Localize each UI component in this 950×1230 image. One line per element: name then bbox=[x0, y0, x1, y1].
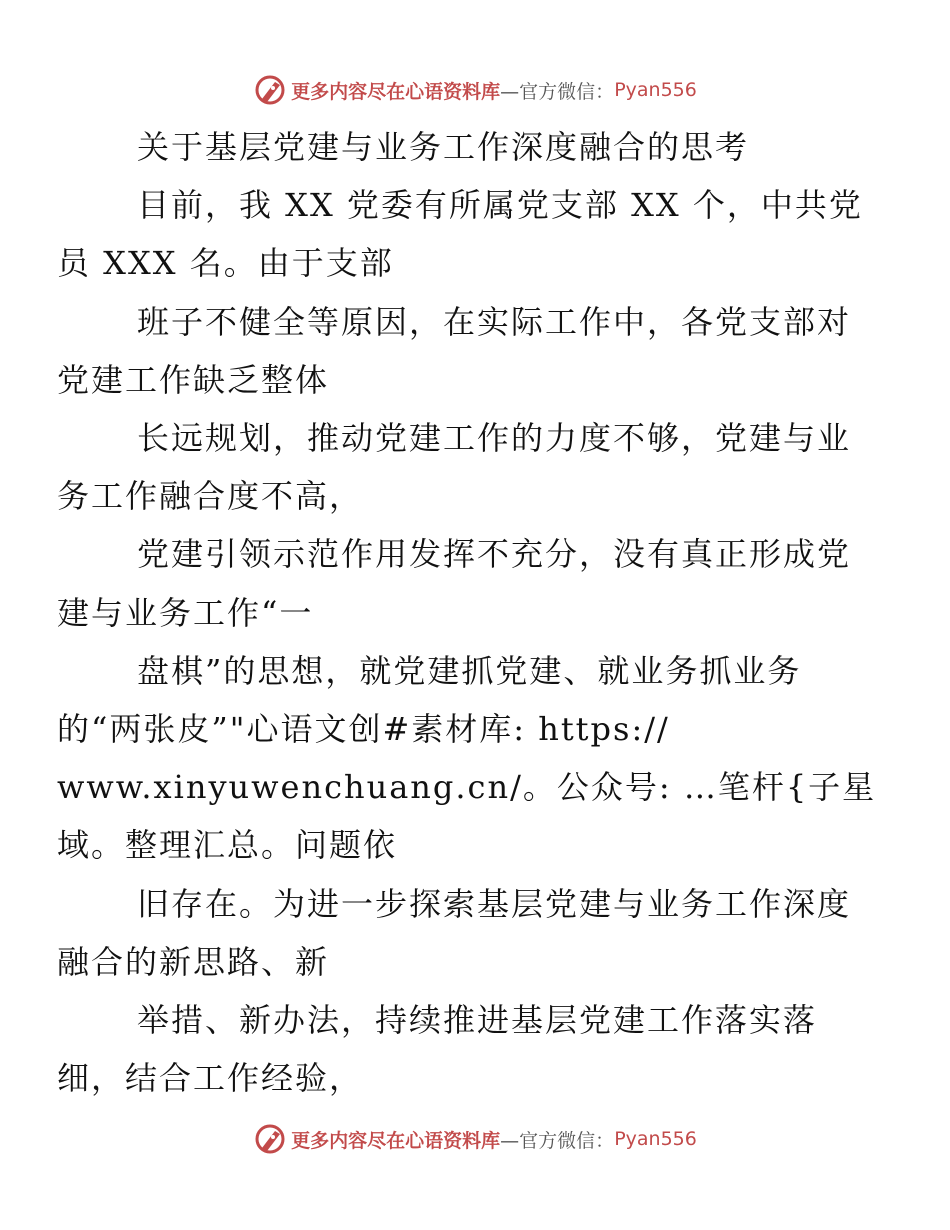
fountain-pen-logo-icon bbox=[253, 1122, 287, 1156]
watermark-footer bbox=[0, 1117, 950, 1161]
paragraph-1 bbox=[57, 176, 863, 292]
watermark-separator: —官方微信： bbox=[500, 1129, 615, 1152]
document-body bbox=[57, 118, 877, 1107]
text-line: 党建工作缺乏整体 bbox=[57, 360, 330, 399]
text-line: 举措、新办法，持续推进基层党建工作落实落 bbox=[137, 1001, 818, 1040]
text-line: 的“两张皮”"心语文创#素材库: https:// bbox=[57, 710, 670, 749]
fountain-pen-logo-icon bbox=[253, 73, 287, 107]
text-line: 党建引领示范作用发挥不充分，没有真正形成党 bbox=[137, 535, 852, 574]
watermark-separator: —官方微信： bbox=[500, 80, 615, 103]
text-line: 务工作融合度不高， bbox=[57, 477, 364, 516]
text-line: 域。整理汇总。问题依 bbox=[57, 826, 398, 865]
paragraph-5 bbox=[57, 642, 877, 875]
watermark-main-text: 更多内容尽在心语资料库 bbox=[291, 1129, 501, 1152]
text-line: www.xinyuwenchuang.cn/。公众号: …笔杆{子星 bbox=[57, 768, 877, 807]
watermark-main-text: 更多内容尽在心语资料库 bbox=[291, 80, 501, 103]
text-line: 建与业务工作“一 bbox=[57, 593, 314, 632]
document-title: 关于基层党建与业务工作深度融合的思考 bbox=[137, 128, 750, 166]
paragraph-6 bbox=[57, 875, 857, 991]
watermark-header bbox=[0, 68, 950, 112]
text-line: 员 XXX 名。由于支部 bbox=[57, 244, 394, 283]
watermark-wechat-id: Pyan556 bbox=[614, 1128, 697, 1150]
text-line: 盘棋”的思想，就党建抓党建、就业务抓业务 bbox=[137, 651, 802, 690]
watermark-wechat-id: Pyan556 bbox=[614, 79, 697, 101]
text-line: 融合的新思路、新 bbox=[57, 942, 330, 981]
paragraph-3 bbox=[57, 409, 857, 525]
text-line: 长远规划，推动党建工作的力度不够，党建与业 bbox=[137, 419, 852, 458]
text-line: 旧存在。为进一步探索基层党建与业务工作深度 bbox=[137, 884, 852, 923]
text-line: 班子不健全等原因，在实际工作中，各党支部对 bbox=[137, 302, 852, 341]
text-line: 细，结合工作经验， bbox=[57, 1059, 364, 1098]
paragraph-4 bbox=[57, 525, 857, 641]
text-line: 目前，我 XX 党委有所属党支部 XX 个，中共党 bbox=[137, 186, 863, 225]
paragraph-7 bbox=[57, 991, 857, 1107]
paragraph-2 bbox=[57, 293, 857, 409]
